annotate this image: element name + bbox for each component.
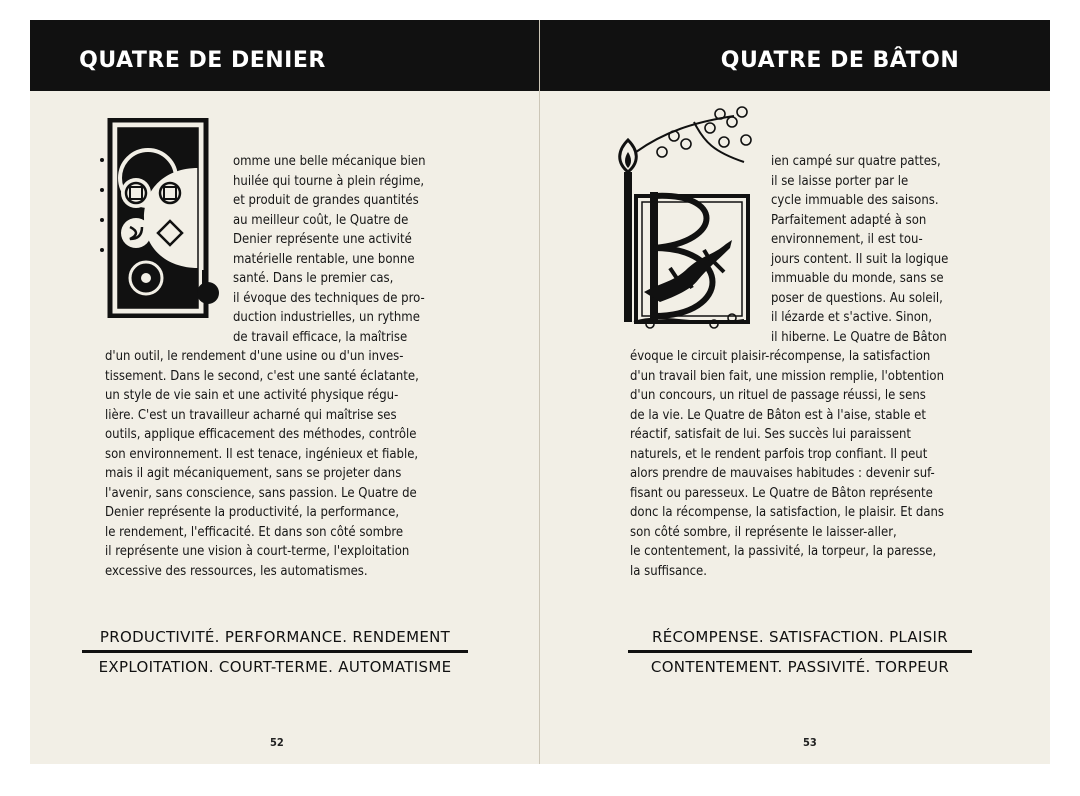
body-line: et produit de grandes quantités (233, 193, 419, 208)
body-line: évoque le circuit plaisir-récompense, la satisfaction (630, 349, 931, 364)
body-line: le contentement, la passivité, la torpeur, la paresse, (630, 544, 937, 559)
body-line: environnement, il est tou- (771, 232, 923, 247)
right-page (540, 20, 1050, 764)
open-book (30, 20, 1050, 764)
body-line: son environnement. Il est tenace, ingénieux et fiable, (105, 446, 419, 462)
left-page-title: QUATRE DE DENIER (79, 48, 326, 73)
body-line: excessive des ressources, les automatismes. (105, 563, 368, 579)
keywords-positive: PRODUCTIVITÉ. PERFORMANCE. RENDEMENT (99, 628, 451, 646)
body-line: la suffisance. (630, 563, 707, 579)
body-line: tissement. Dans le second, c'est une santé éclatante, (105, 368, 419, 384)
right-keywords (610, 628, 990, 676)
body-line: donc la récompense, la satisfaction, le plaisir. Et dans (630, 505, 944, 520)
body-line: outils, applique efficacement des méthodes, contrôle (105, 427, 417, 442)
left-page-header (30, 20, 540, 91)
keywords-negative: CONTENTEMENT. PASSIVITÉ. TORPEUR (650, 658, 950, 676)
body-line: au meilleur coût, le Quatre de (233, 212, 409, 228)
left-keywords (70, 628, 480, 676)
body-line: réactif, satisfait de lui. Ses succès lui paraissent (630, 427, 912, 442)
body-line: il lézarde et s'active. Sinon, (771, 310, 933, 325)
body-line: Denier représente la productivité, la performance, (105, 505, 400, 520)
body-line: Denier représente une activité (233, 232, 412, 247)
right-page-header (540, 20, 1050, 91)
body-line: fisant ou paresseux. Le Quatre de Bâton représente (630, 485, 933, 501)
body-line: lière. C'est un travailleur acharné qui maîtrise ses (105, 407, 397, 423)
body-line: ien campé sur quatre pattes, (771, 154, 941, 169)
keywords-positive: RÉCOMPENSE. SATISFACTION. PLAISIR (652, 628, 948, 646)
body-line: matérielle rentable, une bonne (233, 251, 415, 267)
body-line: il représente une vision à court-terme, l'exploitation (105, 544, 410, 559)
right-page-title: QUATRE DE BÂTON (720, 48, 960, 73)
left-page (30, 20, 540, 764)
body-line: immuable du monde, sans se (771, 271, 944, 286)
body-line: le rendement, l'efficacité. Et dans son côté sombre (105, 524, 404, 540)
body-line: omme une belle mécanique bien (233, 154, 426, 169)
body-line: cycle immuable des saisons. (771, 193, 939, 208)
body-line: il évoque des techniques de pro- (233, 290, 425, 306)
left-body-text (105, 152, 447, 581)
body-line: poser de questions. Au soleil, (771, 290, 943, 306)
body-line: jours content. Il suit la logique (771, 251, 949, 267)
body-line: il hiberne. Le Quatre de Bâton (771, 329, 947, 345)
body-line: de travail efficace, la maîtrise (233, 329, 408, 345)
body-line: santé. Dans le premier cas, (233, 271, 394, 286)
body-line: d'un outil, le rendement d'une usine ou d'un inves- (105, 349, 404, 364)
body-line: de la vie. Le Quatre de Bâton est à l'aise, stable et (630, 407, 926, 423)
page-number: 52 (270, 736, 284, 749)
body-line: huilée qui tourne à plein régime, (233, 173, 425, 189)
body-line: mais il agit mécaniquement, sans se projeter dans (105, 466, 402, 481)
body-line: duction industrielles, un rythme (233, 310, 420, 325)
body-line: son côté sombre, il représente le laisser-aller, (630, 524, 897, 540)
body-line: il se laisse porter par le (771, 173, 909, 189)
page-number: 53 (803, 736, 817, 749)
body-line: naturels, et le rendent parfois trop confiant. Il peut (630, 446, 928, 462)
body-line: Parfaitement adapté à son (771, 212, 927, 228)
body-line: alors prendre de mauvaises habitudes : devenir suf- (630, 466, 935, 481)
body-line: d'un concours, un rituel de passage réussi, le sens (630, 388, 926, 403)
body-line: un style de vie sain et une activité physique régu- (105, 388, 399, 403)
right-body-text (630, 152, 972, 581)
keywords-negative: EXPLOITATION. COURT-TERME. AUTOMATISME (98, 658, 452, 676)
body-line: d'un travail bien fait, une mission remplie, l'obtention (630, 368, 944, 384)
body-line: l'avenir, sans conscience, sans passion. Le Quatre de (105, 485, 417, 501)
